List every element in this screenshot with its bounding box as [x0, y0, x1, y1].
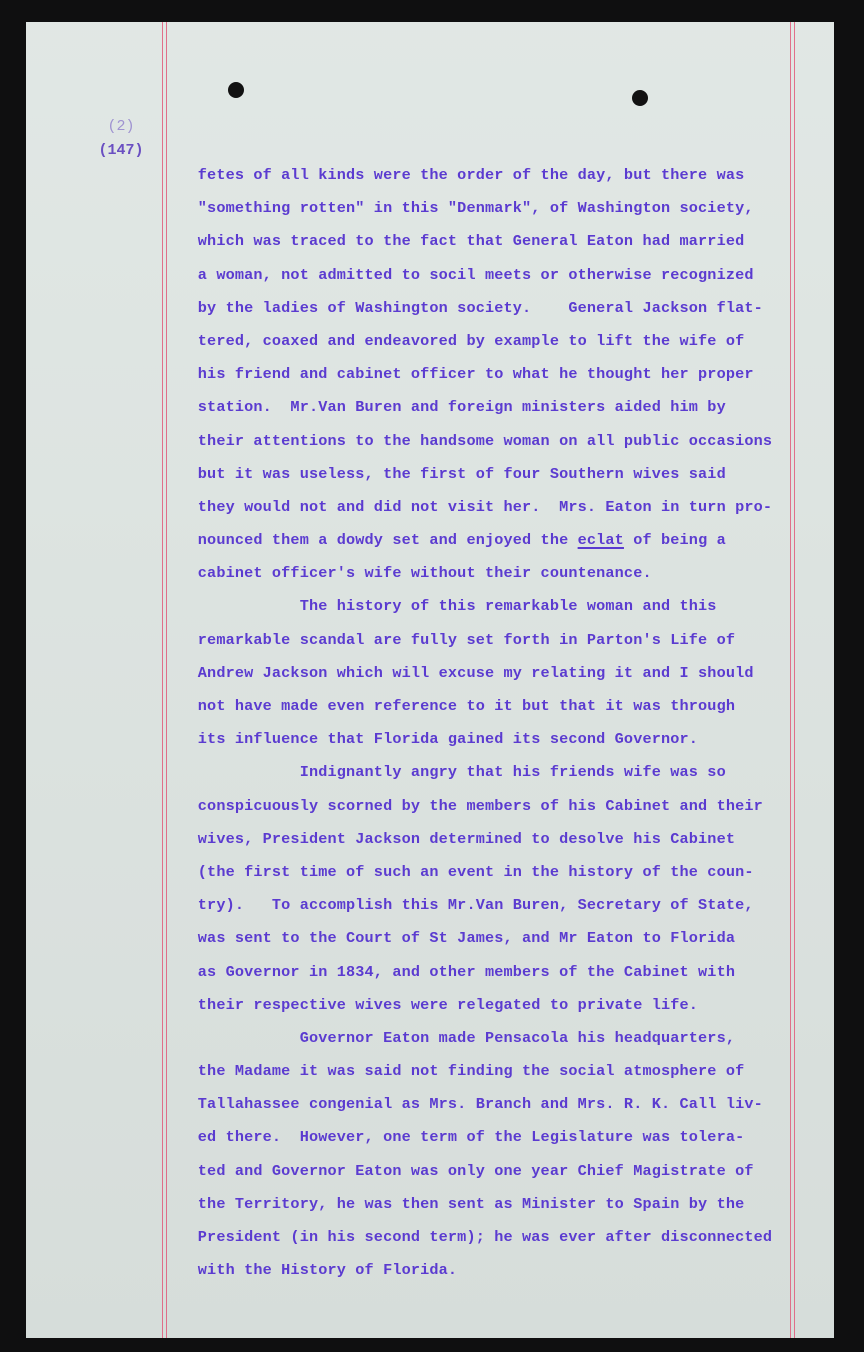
text-line: conspicuously scorned by the members of his Cabinet and their — [170, 796, 763, 815]
text-line: was sent to the Court of St James, and Mr Eaton to Florida — [170, 929, 736, 948]
text-line: fetes of all kinds were the order of the day, but there was — [170, 166, 745, 184]
text-line: as Governor in 1834, and other members of the Cabinet with — [170, 962, 736, 981]
text-line: try). To accomplish this Mr.Van Buren, Secretary of State, — [170, 896, 754, 915]
text-line: remarkable scandal are fully set forth in Parton's Life of — [170, 630, 736, 649]
text-line: The history of this remarkable woman and this — [170, 597, 717, 616]
text-line: wives, President Jackson determined to desolve his Cabinet — [170, 829, 736, 848]
text-line: but it was useless, the first of four Southern wives said — [170, 464, 726, 483]
punch-hole-right — [632, 90, 648, 106]
text-line: by the ladies of Washington society. General Jackson flat- — [170, 298, 763, 317]
text-line: Andrew Jackson which will excuse my relating it and I should — [170, 663, 754, 682]
text-line: their respective wives were relegated to private life. — [170, 995, 699, 1014]
underlined-word: eclat — [577, 531, 624, 550]
text-line: his friend and cabinet officer to what he thought her proper — [170, 365, 754, 384]
margin-rule-left-inner — [166, 22, 167, 1338]
text-line: station. Mr.Van Buren and foreign ministers aided him by — [170, 398, 726, 417]
text-line: Governor Eaton made Pensacola his headquarters, — [170, 1028, 736, 1047]
text-line: cabinet officer's wife without their countenance. — [170, 564, 652, 583]
text-line: Tallahassee congenial as Mrs. Branch and Mrs. R. K. Call liv- — [170, 1095, 763, 1114]
text-line: its influence that Florida gained its second Governor. — [170, 730, 699, 749]
text-line: with the History of Florida. — [170, 1261, 458, 1280]
text-line: which was traced to the fact that General Eaton had married — [170, 232, 745, 251]
text-line: the Territory, he was then sent as Minister to Spain by the — [170, 1194, 745, 1213]
text-line: ted and Governor Eaton was only one year Chief Magistrate of — [170, 1161, 754, 1180]
text-line: Indignantly angry that his friends wife was so — [170, 763, 726, 782]
margin-rule-left — [162, 22, 163, 1338]
text-line: not have made even reference to it but that it was through — [170, 697, 736, 715]
page-number: (147) — [98, 142, 144, 159]
text-line: a woman, not admitted to socil meets or otherwise recognized — [170, 265, 754, 284]
page-number-faint: (2) — [107, 118, 135, 135]
text-line: (the first time of such an event in the history of the coun- — [170, 862, 754, 881]
typed-text-body — [170, 159, 810, 1287]
text-line: President (in his second term); he was ever after disconnected — [170, 1228, 773, 1246]
text-line: they would not and did not visit her. Mrs. Eaton in turn pro- — [170, 497, 773, 516]
text-line: the Madame it was said not finding the social atmosphere of — [170, 1062, 745, 1081]
punch-hole-left — [228, 82, 244, 98]
text-line: tered, coaxed and endeavored by example to lift the wife of — [170, 331, 745, 350]
text-line: their attentions to the handsome woman on all public occasions — [170, 431, 773, 450]
text-line: nounced them a dowdy set and enjoyed the eclat of being a — [170, 531, 726, 550]
text-line: ed there. However, one term of the Legislature was tolera- — [170, 1128, 745, 1147]
text-line: "something rotten" in this "Denmark", of Washington society, — [170, 199, 754, 218]
document-page — [26, 22, 834, 1338]
